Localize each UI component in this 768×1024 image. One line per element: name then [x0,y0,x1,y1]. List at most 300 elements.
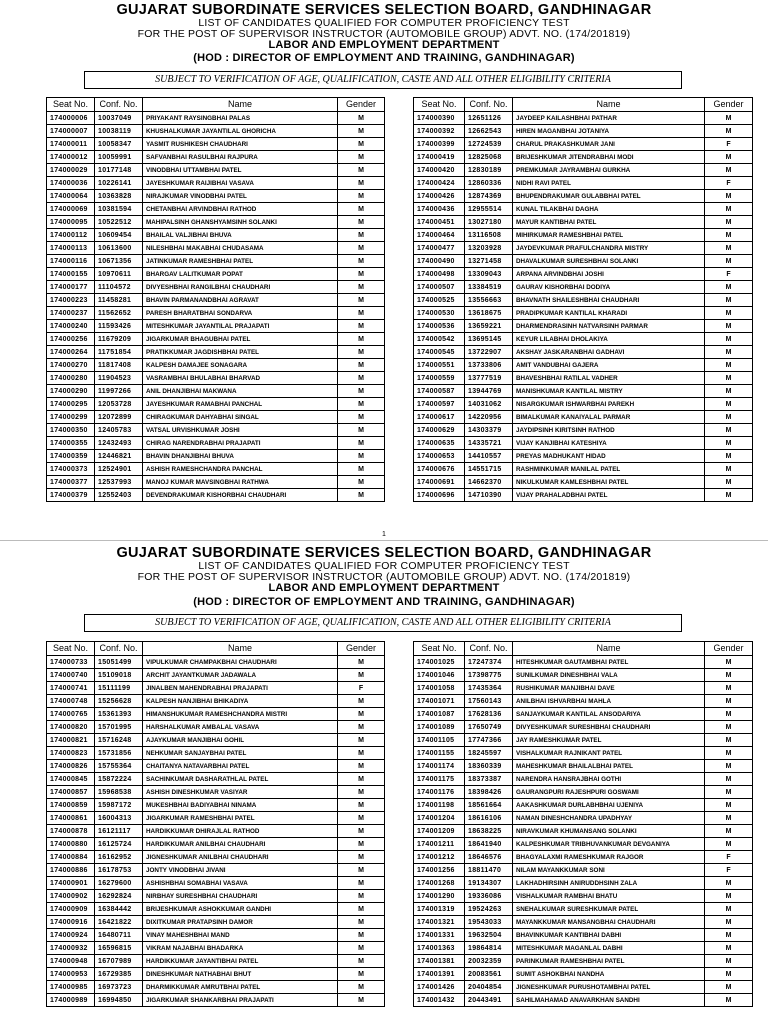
conf-no-cell: 19864814 [465,942,513,955]
name-cell: JIGARKUMAR BHAGUBHAI PATEL [143,333,338,346]
table-row [414,838,753,851]
table-row [414,190,753,203]
gender-cell: M [338,489,385,502]
seat-no-cell: 174000820 [47,721,95,734]
table-row [47,721,385,734]
gender-cell: M [338,372,385,385]
name-cell: MITESHKUMAR JAYANTILAL PRAJAPATI [143,320,338,333]
name-header: Name [143,98,338,112]
name-cell: VATSAL URVISHKUMAR JOSHI [143,424,338,437]
gender-cell: M [338,164,385,177]
gender-cell: M [705,773,753,786]
gender-cell: M [338,333,385,346]
gender-cell: M [338,903,385,916]
gender-cell: M [705,463,753,476]
gender-cell: M [338,760,385,773]
conf-no-cell: 16421822 [95,916,143,929]
seat-no-cell: 174001176 [414,786,465,799]
conf-no-cell: 12524901 [95,463,143,476]
table-row [414,411,753,424]
table-row [47,112,385,125]
seat-no-cell: 174000477 [414,242,465,255]
conf-no-cell: 20083561 [465,968,513,981]
name-cell: VISHALKUMAR RAJNIKANT PATEL [513,747,705,760]
seat-no-cell: 174000878 [47,825,95,838]
seat-no-cell: 174001155 [414,747,465,760]
conf-no-cell: 13556663 [465,294,513,307]
table-row [47,825,385,838]
seat-no-cell: 174000095 [47,216,95,229]
table-row [47,890,385,903]
name-cell: NIRAJKUMAR VINODBHAI PATEL [143,190,338,203]
conf-no-cell: 19134307 [465,877,513,890]
seat-no-cell: 174000597 [414,398,465,411]
table-row [47,981,385,994]
conf-no-cell: 15701995 [95,721,143,734]
name-cell: JAYDIPSINH KIRITSINH RATHOD [513,424,705,437]
table-row [47,411,385,424]
gender-cell: M [338,825,385,838]
table-row [47,346,385,359]
table-row [47,760,385,773]
seat-no-cell: 174000256 [47,333,95,346]
conf-no-cell: 14662370 [465,476,513,489]
conf-no-cell: 13384519 [465,281,513,294]
name-cell: HARDIKKUMAR JAYANTIBHAI PATEL [143,955,338,968]
name-cell: SAHILMAHAMAD ANAVARKHAN SANDHI [513,994,705,1007]
gender-cell: M [338,734,385,747]
table-row [47,255,385,268]
seat-no-cell: 174001046 [414,669,465,682]
page-number: 1 [382,531,386,538]
name-cell: ASHISH RAMESHCHANDRA PANCHAL [143,463,338,476]
conf-no-cell: 11104572 [95,281,143,294]
conf-no-cell: 12662543 [465,125,513,138]
name-cell: BHARGAV LALITKUMAR POPAT [143,268,338,281]
conf-no-cell: 14031062 [465,398,513,411]
table-row [414,929,753,942]
seat-no-cell: 174000113 [47,242,95,255]
gender-cell: M [338,320,385,333]
conf-no-cell: 13116508 [465,229,513,242]
conf-no-cell: 10058347 [95,138,143,151]
conf-no-cell: 19336086 [465,890,513,903]
conf-no-cell: 16994850 [95,994,143,1007]
gender-cell: M [338,307,385,320]
conf-no-cell: 10226141 [95,177,143,190]
table-row [47,838,385,851]
table-body [414,112,753,502]
table-row [47,307,385,320]
seat-no-cell: 174000691 [414,476,465,489]
gender-cell: M [705,838,753,851]
gender-cell: M [705,903,753,916]
table-row [414,825,753,838]
gender-cell: M [338,268,385,281]
seat-no-cell: 174001087 [414,708,465,721]
conf-no-cell: 16121117 [95,825,143,838]
table-row [47,812,385,825]
gender-cell: M [338,942,385,955]
name-cell: PRIYAKANT RAYSINGBHAI PALAS [143,112,338,125]
conf-no-cell: 14220956 [465,411,513,424]
gender-cell: M [338,281,385,294]
name-header: Name [143,642,338,656]
gender-cell: M [338,450,385,463]
table-row [47,877,385,890]
name-cell: SANJAYKUMAR KANTILAL ANSODARIYA [513,708,705,721]
table-row [47,786,385,799]
name-cell: BHUPENDRAKUMAR GULABBHAI PATEL [513,190,705,203]
table-row [414,112,753,125]
name-cell: NIRBHAY SURESHBHAI CHAUDHARI [143,890,338,903]
table-row [414,695,753,708]
seat-no-header: Seat No. [414,98,465,112]
list-description: LIST OF CANDIDATES QUALIFIED FOR COMPUTER PROFICIENCY TEST [198,17,570,29]
gender-cell: M [705,695,753,708]
table-row [414,424,753,437]
department-title: LABOR AND EMPLOYMENT DEPARTMENT [268,582,500,594]
conf-no-cell: 16707989 [95,955,143,968]
seat-no-cell: 174000359 [47,450,95,463]
gender-header: Gender [338,642,385,656]
eligibility-notice: SUBJECT TO VERIFICATION OF AGE, QUALIFICATION, CASTE AND ALL OTHER ELIGIBILITY CRITERIA [84,71,682,89]
conf-no-cell: 13777519 [465,372,513,385]
seat-no-cell: 174000823 [47,747,95,760]
name-cell: BHAVIN PARMANANDBHAI AGRAVAT [143,294,338,307]
name-cell: JIGNESHKUMAR ANILBHAI CHAUDHARI [143,851,338,864]
seat-no-cell: 174000953 [47,968,95,981]
table-row [47,476,385,489]
gender-cell: M [338,203,385,216]
name-cell: CHARUL PRAKASHKUMAR JANI [513,138,705,151]
seat-no-cell: 174000845 [47,773,95,786]
name-cell: VASRAMBHAI BHULABHAI BHARVAD [143,372,338,385]
table-row [47,708,385,721]
gender-cell: M [705,294,753,307]
seat-no-cell: 174000880 [47,838,95,851]
name-cell: NILAM MAYANKKUMAR SONI [513,864,705,877]
gender-cell: M [705,708,753,721]
gender-cell: M [338,669,385,682]
gender-cell: M [705,411,753,424]
name-cell: DINESHKUMAR NATHABHAI BHUT [143,968,338,981]
seat-no-cell: 174000909 [47,903,95,916]
seat-no-cell: 174001321 [414,916,465,929]
name-cell: AJAYKUMAR MANJIBHAI GOHIL [143,734,338,747]
table-row [47,216,385,229]
conf-no-header: Conf. No. [465,642,513,656]
seat-no-cell: 174000377 [47,476,95,489]
seat-no-cell: 174000012 [47,151,95,164]
conf-no-cell: 16480711 [95,929,143,942]
conf-no-cell: 10038119 [95,125,143,138]
gender-cell: M [338,411,385,424]
conf-no-cell: 12072899 [95,411,143,424]
table-row [47,203,385,216]
table-row [414,138,753,151]
conf-no-cell: 16125724 [95,838,143,851]
conf-no-cell: 10671356 [95,255,143,268]
seat-no-cell: 174000765 [47,708,95,721]
table-row [47,903,385,916]
table-row [47,437,385,450]
table-row [47,281,385,294]
gender-cell: M [338,851,385,864]
gender-cell: M [338,112,385,125]
gender-cell: M [338,864,385,877]
seat-no-cell: 174000948 [47,955,95,968]
seat-no-cell: 174000426 [414,190,465,203]
gender-header: Gender [705,98,753,112]
conf-no-cell: 10613600 [95,242,143,255]
table-row [414,682,753,695]
gender-cell: F [705,851,753,864]
conf-no-cell: 13203928 [465,242,513,255]
name-cell: JONTY VINODBHAI JIVANI [143,864,338,877]
conf-no-cell: 10363828 [95,190,143,203]
name-cell: JIGARKUMAR SHANKARBHAI PRAJAPATI [143,994,338,1007]
gender-cell: M [338,799,385,812]
seat-no-cell: 174000740 [47,669,95,682]
table-row [47,463,385,476]
name-cell: HIREN MAGANBHAI JOTANIYA [513,125,705,138]
conf-no-cell: 12537993 [95,476,143,489]
gender-header: Gender [338,98,385,112]
name-cell: GAURAV KISHORBHAI DODIYA [513,281,705,294]
seat-no-cell: 174000290 [47,385,95,398]
seat-no-cell: 174000498 [414,268,465,281]
table-row [47,229,385,242]
name-cell: DIXITKUMAR PRATAPSINH DAMOR [143,916,338,929]
seat-no-cell: 174000264 [47,346,95,359]
table-row [414,229,753,242]
seat-no-cell: 174000116 [47,255,95,268]
name-cell: CHIRAGKUMAR DAHYABHAI SINGAL [143,411,338,424]
seat-no-cell: 174000676 [414,463,465,476]
gender-cell: M [338,359,385,372]
seat-no-cell: 174001268 [414,877,465,890]
name-cell: MITESHKUMAR MAGANLAL DABHI [513,942,705,955]
conf-no-cell: 18811470 [465,864,513,877]
seat-no-cell: 174000826 [47,760,95,773]
gender-cell: M [338,125,385,138]
name-cell: YASMIT RUSHIKESH CHAUDHARI [143,138,338,151]
seat-no-cell: 174000237 [47,307,95,320]
table-row [414,786,753,799]
seat-no-cell: 174000350 [47,424,95,437]
conf-no-cell: 12432493 [95,437,143,450]
seat-no-cell: 174000902 [47,890,95,903]
table-row [47,359,385,372]
conf-no-cell: 16178753 [95,864,143,877]
table-row [47,864,385,877]
name-cell: JATINKUMAR RAMESHBHAI PATEL [143,255,338,268]
gender-cell: M [338,994,385,1007]
name-cell: JAYESHKUMAR RAIJIBHAI VASAVA [143,177,338,190]
table-row [47,242,385,255]
conf-no-cell: 17747366 [465,734,513,747]
name-cell: GAURANGPURI RAJESHPURI GOSWAMI [513,786,705,799]
gender-cell: M [338,216,385,229]
gender-cell: M [338,242,385,255]
gender-cell: F [338,682,385,695]
seat-no-cell: 174000036 [47,177,95,190]
seat-no-cell: 174000932 [47,942,95,955]
candidates-table-left [46,641,385,1007]
table-row [414,372,753,385]
seat-no-cell: 174001175 [414,773,465,786]
seat-no-cell: 174000419 [414,151,465,164]
conf-no-cell: 16279600 [95,877,143,890]
conf-no-cell: 15361393 [95,708,143,721]
name-cell: JAY RAMESHKUMAR PATEL [513,734,705,747]
conf-no-cell: 12446821 [95,450,143,463]
conf-no-header: Conf. No. [465,98,513,112]
conf-no-cell: 15755364 [95,760,143,773]
table-row [47,164,385,177]
gender-cell: M [705,968,753,981]
table-row [414,320,753,333]
table-body [47,112,385,502]
table-row [47,994,385,1007]
conf-no-cell: 12724539 [465,138,513,151]
name-cell: JIGNESHKUMAR PURUSHOTAMBHAI PATEL [513,981,705,994]
seat-no-cell: 174000295 [47,398,95,411]
table-row [47,385,385,398]
conf-no-cell: 10177148 [95,164,143,177]
seat-no-cell: 174000240 [47,320,95,333]
name-cell: NIRAVKUMAR KHUMANSANG SOLANKI [513,825,705,838]
conf-no-cell: 17650749 [465,721,513,734]
seat-no-cell: 174000299 [47,411,95,424]
seat-no-cell: 174000629 [414,424,465,437]
table-row [414,760,753,773]
seat-no-cell: 174001209 [414,825,465,838]
conf-no-cell: 15968538 [95,786,143,799]
table-row [47,489,385,502]
hod-line: (HOD : DIRECTOR OF EMPLOYMENT AND TRAINING, GANDHINAGAR) [193,596,575,608]
gender-cell: M [705,747,753,760]
name-cell: ANILBHAI ISHVARBHAI MAHLA [513,695,705,708]
name-cell: ASHISHBHAI SOMABHAI VASAVA [143,877,338,890]
conf-no-cell: 10970611 [95,268,143,281]
post-description: FOR THE POST OF SUPERVISOR INSTRUCTOR (AUTOMOBILE GROUP) ADVT. NO. (174/201819) [137,571,631,583]
conf-no-cell: 16973723 [95,981,143,994]
gender-cell: M [705,359,753,372]
conf-no-header: Conf. No. [95,98,143,112]
name-cell: MAHESHKUMAR BHAILALBHAI PATEL [513,760,705,773]
name-cell: ARCHIT JAYANTKUMAR JADAWALA [143,669,338,682]
table-row [414,177,753,190]
seat-no-cell: 174001319 [414,903,465,916]
name-cell: BHAVINKUMAR KANTIBHAI DABHI [513,929,705,942]
gender-cell: M [705,450,753,463]
gender-cell: M [705,669,753,682]
seat-no-cell: 174000007 [47,125,95,138]
seat-no-cell: 174000355 [47,437,95,450]
gender-cell: M [705,656,753,669]
table-row [47,151,385,164]
conf-no-cell: 11458281 [95,294,143,307]
table-row [414,307,753,320]
conf-no-cell: 19524263 [465,903,513,916]
seat-no-cell: 174001071 [414,695,465,708]
candidates-table-left [46,97,385,502]
name-cell: SUNILKUMAR DINESHBHAI VALA [513,669,705,682]
conf-no-cell: 16729385 [95,968,143,981]
name-cell: NEHKUMAR SANJAYBHAI PATEL [143,747,338,760]
name-cell: KALPESH NANJIBHAI BHIKADIYA [143,695,338,708]
table-row [47,656,385,669]
table-row [47,942,385,955]
conf-no-cell: 13722907 [465,346,513,359]
gender-cell: M [338,708,385,721]
gender-cell: F [705,177,753,190]
conf-no-cell: 18561664 [465,799,513,812]
conf-no-cell: 16384442 [95,903,143,916]
conf-no-cell: 18641940 [465,838,513,851]
conf-no-cell: 17247374 [465,656,513,669]
gender-cell: M [338,177,385,190]
conf-no-cell: 16292824 [95,890,143,903]
conf-no-cell: 17628136 [465,708,513,721]
table-row [414,242,753,255]
gender-cell: M [338,151,385,164]
gender-cell: M [705,203,753,216]
conf-no-cell: 15731856 [95,747,143,760]
gender-cell: M [705,437,753,450]
conf-no-cell: 12552403 [95,489,143,502]
conf-no-cell: 10037049 [95,112,143,125]
gender-cell: M [705,476,753,489]
gender-cell: M [338,916,385,929]
name-cell: NIKULKUMAR KAMLESHBHAI PATEL [513,476,705,489]
table-row [414,385,753,398]
name-cell: BIMALKUMAR KANAIYALAL PARMAR [513,411,705,424]
table-row [414,450,753,463]
table-row [47,682,385,695]
name-cell: DIVYESHBHAI RANGILBHAI CHAUDHARI [143,281,338,294]
seat-no-cell: 174000542 [414,333,465,346]
conf-no-cell: 11562652 [95,307,143,320]
gender-cell: M [705,825,753,838]
conf-no-cell: 12651126 [465,112,513,125]
seat-no-cell: 174000490 [414,255,465,268]
name-cell: DHAVALKUMAR SURESHBHAI SOLANKI [513,255,705,268]
conf-no-cell: 15716248 [95,734,143,747]
conf-no-cell: 14710390 [465,489,513,502]
table-row [47,138,385,151]
conf-no-cell: 18638225 [465,825,513,838]
conf-no-cell: 12955514 [465,203,513,216]
table-row [414,359,753,372]
conf-no-cell: 10381594 [95,203,143,216]
seat-no-header: Seat No. [47,642,95,656]
seat-no-cell: 174000270 [47,359,95,372]
name-cell: PARINKUMAR RAMESHBHAI PATEL [513,955,705,968]
gender-cell: M [705,929,753,942]
seat-no-cell: 174000223 [47,294,95,307]
candidates-table-right [413,641,753,1007]
name-cell: AAKASHKUMAR DURLABHBHAI UJENIYA [513,799,705,812]
name-cell: CHETANBHAI ARVINDBHAI RATHOD [143,203,338,216]
seat-no-cell: 174001381 [414,955,465,968]
name-cell: DHARMENDRASINH NATVARSINH PARMAR [513,320,705,333]
seat-no-cell: 174000006 [47,112,95,125]
seat-no-cell: 174000985 [47,981,95,994]
name-cell: BRIJESHKUMAR JITENDRABHAI MODI [513,151,705,164]
